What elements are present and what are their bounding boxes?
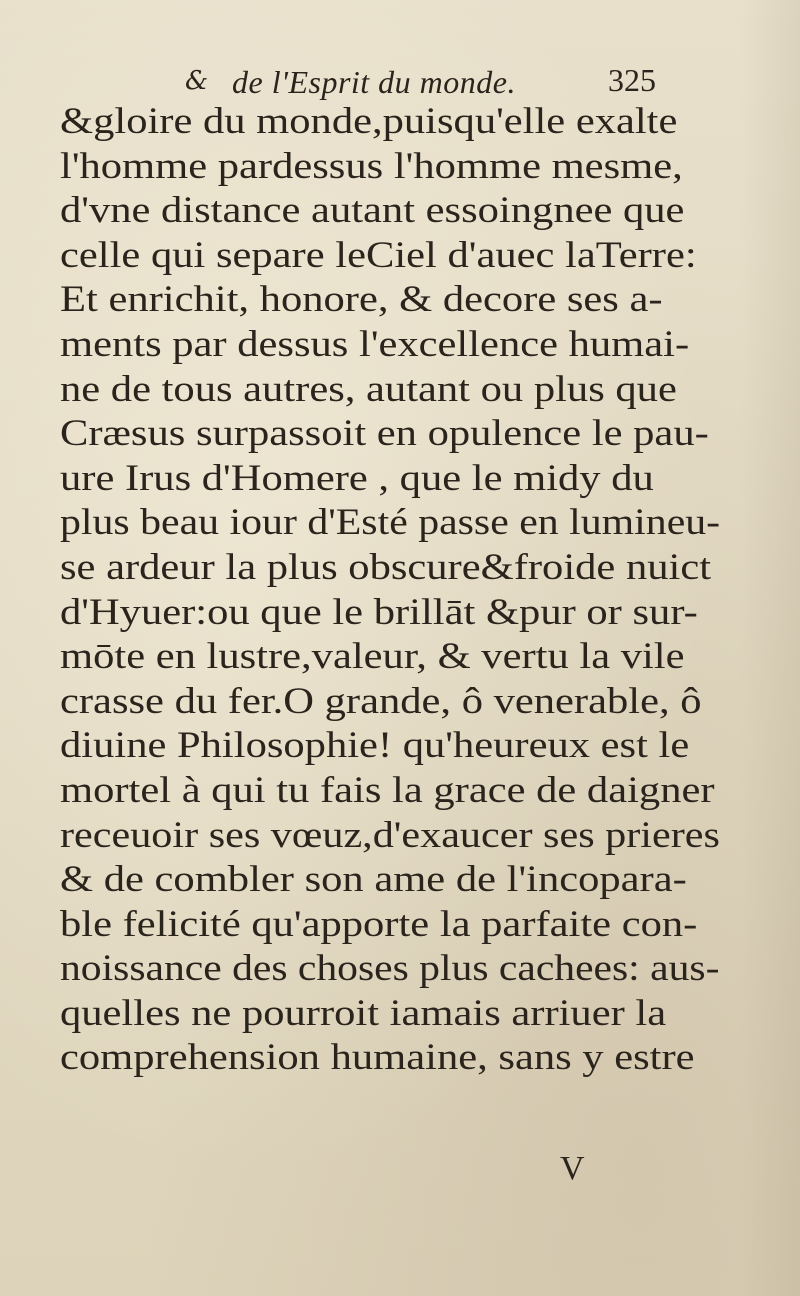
text-line: celle qui separe leCiel d'auec laTerre: <box>60 234 697 276</box>
running-head <box>160 52 680 100</box>
text-line: mortel à qui tu fais la grace de daigner <box>60 769 715 811</box>
text-line: ure Irus d'Homere , que le midy du <box>60 457 654 499</box>
text-line: diuine Philosophie! qu'heureux est le <box>60 725 690 767</box>
text-block <box>60 100 750 1081</box>
text-line: plus beau iour d'Esté passe en lumineu- <box>60 502 721 544</box>
text-line: receuoir ses vœuz,d'exaucer ses prieres <box>60 814 720 856</box>
catchword: V <box>560 1150 585 1187</box>
text-line: ne de tous autres, autant ou plus que <box>60 368 677 410</box>
text-line: Et enrichit, honore, & decore ses a- <box>60 279 663 321</box>
text-line: ments par dessus l'excellence humai- <box>60 323 690 365</box>
text-line: noissance des choses plus cachees: aus- <box>60 948 720 990</box>
text-line: crasse du fer.O grande, ô venerable, ô <box>60 680 702 722</box>
text-line: & de combler son ame de l'incopara- <box>60 859 687 901</box>
text-line: Cræsus surpassoit en opulence le pau- <box>60 413 709 455</box>
text-line: se ardeur la plus obscure&froide nuict <box>60 546 712 588</box>
text-line: ble felicité qu'apporte la parfaite con- <box>60 903 698 945</box>
text-line: d'Hyuer:ou que le brillāt &pur or sur- <box>60 591 698 633</box>
text-line: quelles ne pourroit iamais arriuer la <box>60 992 667 1034</box>
ornament-mark: & <box>185 66 209 96</box>
text-line: d'vne distance autant essoingnee que <box>60 190 685 232</box>
running-head-title: de l'Esprit du monde. <box>232 64 516 100</box>
text-line: comprehension humaine, sans y estre <box>60 1037 695 1079</box>
page-number: 325 <box>608 62 656 98</box>
text-line: mōte en lustre,valeur, & vertu la vile <box>60 636 685 678</box>
text-line: &gloire du monde,puisqu'elle exalte <box>60 101 678 142</box>
text-line: l'homme pardessus l'homme mesme, <box>60 145 683 187</box>
